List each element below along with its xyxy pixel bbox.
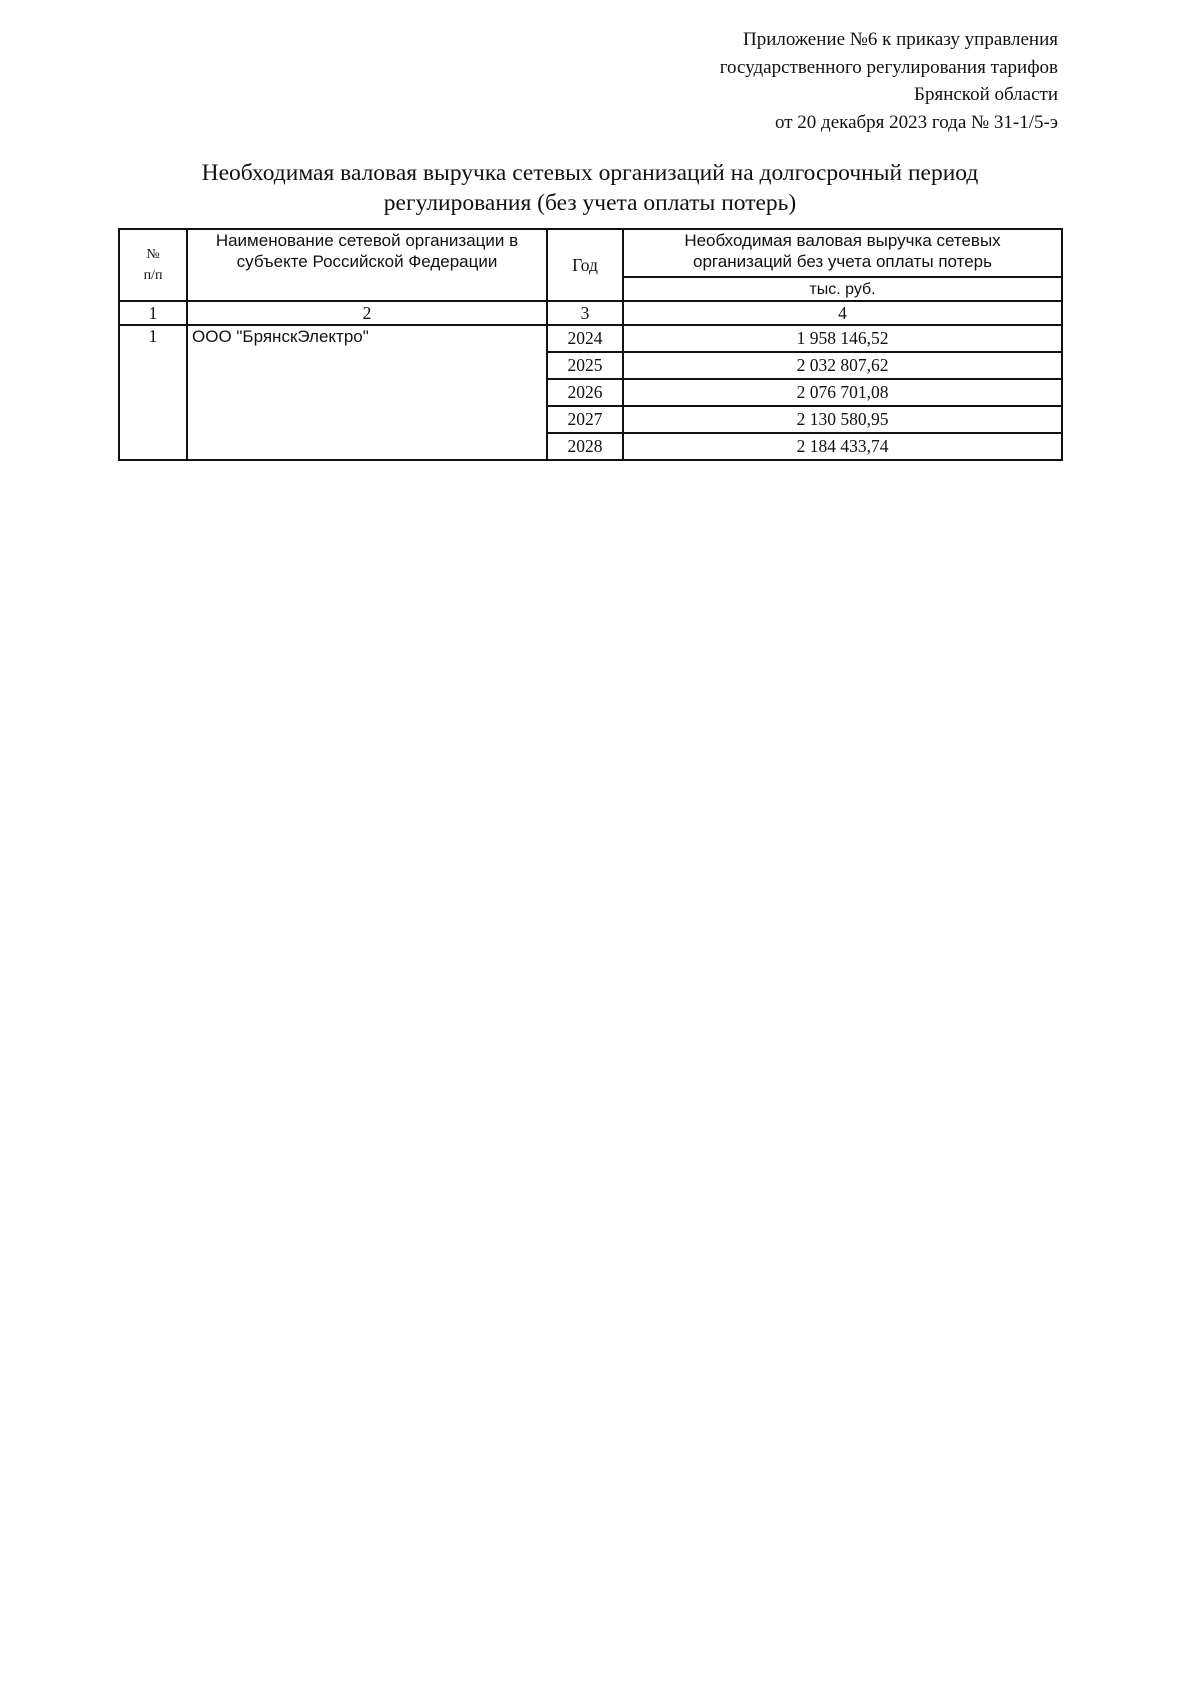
index-cell: 1 <box>119 301 187 325</box>
header-cell-revenue <box>623 229 1062 277</box>
header-line: Брянской области <box>914 84 1058 105</box>
header-line: государственного регулирования тарифов <box>719 56 1058 78</box>
table-index-row <box>119 301 1062 325</box>
year-cell: 2028 <box>547 433 623 460</box>
year-cell: 2024 <box>547 325 623 352</box>
year-cell: 2027 <box>547 406 623 433</box>
revenue-value-cell: 2 076 701,08 <box>623 379 1062 406</box>
header-cell-number <box>119 229 187 301</box>
header-line: Приложение №6 к приказу управления <box>743 29 1058 50</box>
row-number-cell: 1 <box>119 325 187 460</box>
revenue-value-cell: 1 958 146,52 <box>623 325 1062 352</box>
revenue-value-cell: 2 184 433,74 <box>623 433 1062 460</box>
title-line: Необходимая валовая выручка сетевых организаций на долгосрочный период <box>201 160 979 186</box>
header-text: Необходимая валовая выручка сетевых <box>684 231 1001 250</box>
header-text: субъекте Российской Федерации <box>236 252 498 271</box>
year-cell: 2026 <box>547 379 623 406</box>
header-cell-unit: тыс. руб. <box>623 277 1062 301</box>
header-cell-name <box>187 229 547 301</box>
revenue-value-cell: 2 130 580,95 <box>623 406 1062 433</box>
header-text: п/п <box>143 268 163 283</box>
table-header-row <box>119 229 1062 277</box>
index-cell: 4 <box>623 301 1062 325</box>
table-row <box>119 325 1062 352</box>
index-cell: 3 <box>547 301 623 325</box>
header-text: Наименование сетевой организации в <box>215 231 519 250</box>
header-line: от 20 декабря 2023 года № 31-1/5-э <box>774 111 1058 133</box>
organization-name-cell: ООО "БрянскЭлектро" <box>187 325 547 460</box>
header-text: организаций без учета оплаты потерь <box>693 252 992 271</box>
revenue-value-cell: 2 032 807,62 <box>623 352 1062 379</box>
revenue-table <box>118 228 1063 461</box>
title-line: регулирования (без учета оплаты потерь) <box>383 190 797 216</box>
header-text: № <box>146 247 160 262</box>
document-header <box>720 26 1058 136</box>
document-title <box>120 158 1060 218</box>
index-cell: 2 <box>187 301 547 325</box>
header-cell-year: Год <box>547 229 623 301</box>
year-cell: 2025 <box>547 352 623 379</box>
